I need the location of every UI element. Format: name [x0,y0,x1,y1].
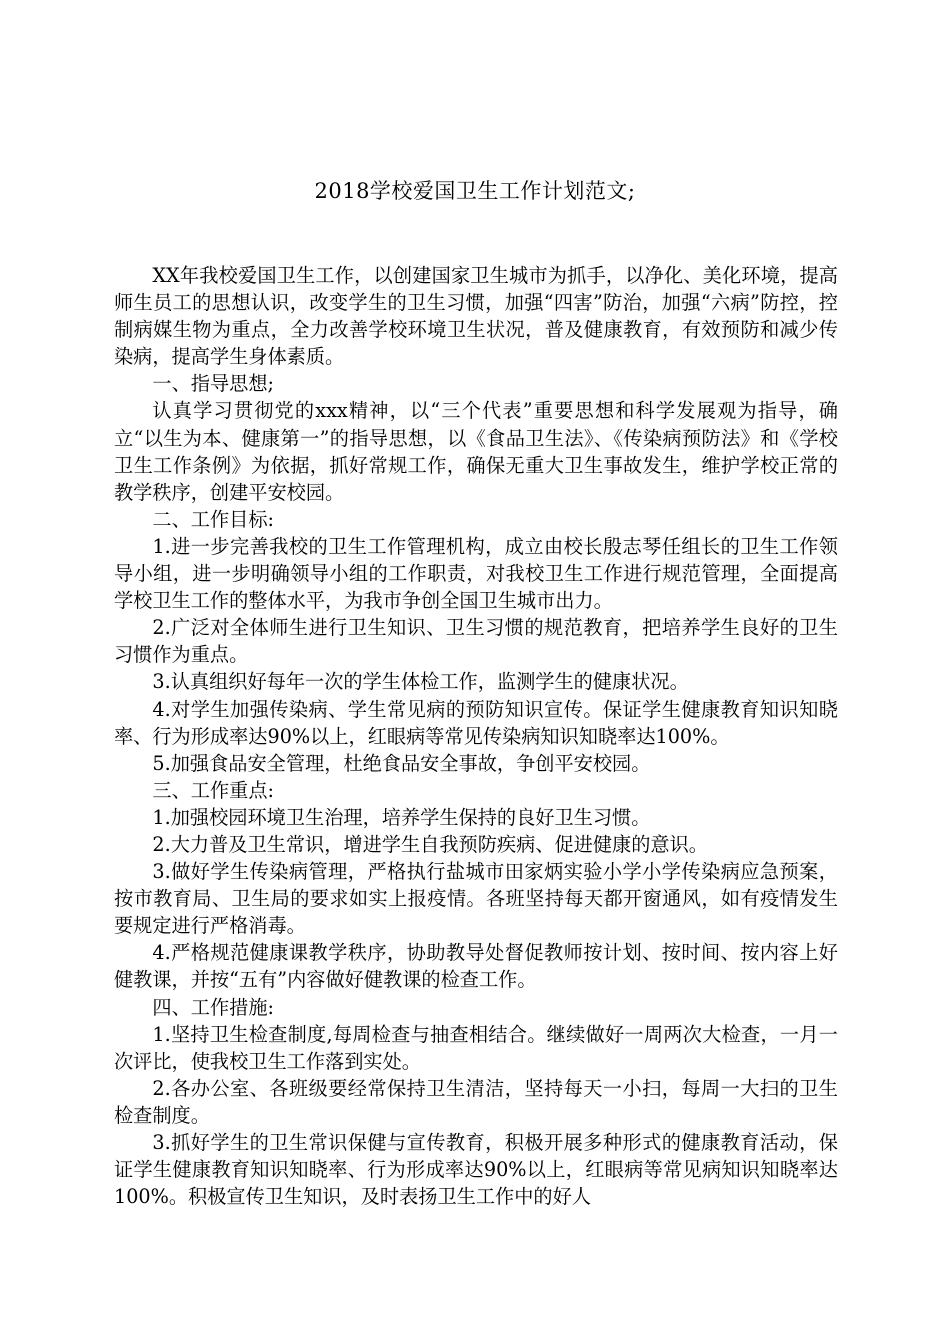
measure-item-1: 1.坚持卫生检查制度,每周检查与抽查相结合。继续做好一周两次大检查，一月一次评比，使我校卫生工作落到实处。 [114,1022,838,1073]
document-title: 2018学校爱国卫生工作计划范文; [314,179,636,203]
section-heading-work-focus: 三、工作重点: [152,778,274,802]
goal-item-2: 2.广泛对全体师生进行卫生知识、卫生习惯的规范教育，把培养学生良好的卫生习惯作为重点。 [114,616,838,667]
goal-item-3: 3.认真组织好每年一次的学生体检工作，监测学生的健康状况。 [152,670,689,694]
measure-item-2: 2.各办公室、各班级要经常保持卫生清洁，坚持每天一小扫，每周一大扫的卫生检查制度。 [114,1076,838,1127]
focus-item-4: 4.严格规范健康课教学秩序，协助教导处督促教师按计划、按时间、按内容上好健教课，并按“五有”内容做好健教课的检查工作。 [114,941,838,992]
goal-item-4: 4.对学生加强传染病、学生常见病的预防知识宣传。保证学生健康教育知识知晓率、行为形成率达90%以上，红眼病等常见传染病知识知晓率达100%。 [114,697,838,748]
goal-item-1: 1.进一步完善我校的卫生工作管理机构，成立由校长殷志琴任组长的卫生工作领导小组，进一步明确领导小组的工作职责，对我校卫生工作进行规范管理，全面提高学校卫生工作的整体水平，为我市争创全国卫生城市出力。 [114,534,838,613]
goal-item-5: 5.加强食品安全管理，杜绝食品安全事故，争创平安校园。 [152,751,651,775]
focus-item-3: 3.做好学生传染病管理，严格执行盐城市田家炳实验小学小学传染病应急预案，按市教育局、卫生局的要求如实上报疫情。各班坚持每天都开窗通风，如有疫情发生要规定进行严格消毒。 [114,860,838,938]
measure-item-3: 3.抓好学生的卫生常识保健与宣传教育，积极开展多种形式的健康教育活动，保证学生健康教育知识知晓率、行为形成率达90%以上，红眼病等常见病知识知晓率达100%。积极宣传卫生知识，及时表扬卫生工作中的好人 [114,1131,838,1209]
intro-paragraph: XX年我校爱国卫生工作，以创建国家卫生城市为抓手，以净化、美化环境，提高师生员工的思想认识，改变学生的卫生习惯，加强“四害”防治，加强“六病”防控，控制病媒生物为重点，全力改善学校环境卫生状况，普及健康教育，有效预防和减少传染病，提高学生身体素质。 [114,264,838,369]
section-heading-work-measures: 四、工作措施: [152,995,274,1019]
focus-item-1: 1.加强校园环境卫生治理，培养学生保持的良好卫生习惯。 [152,805,651,829]
document-body [114,262,838,1210]
focus-item-2: 2.大力普及卫生常识，增进学生自我预防疾病、促进健康的意识。 [152,832,708,856]
guiding-thought-paragraph: 认真学习贯彻党的xxx精神，以“三个代表”重要思想和科学发展观为指导，确立“以生为本、健康第一”的指导思想，以《食品卫生法》、《传染病预防法》和《学校卫生工作条例》为依据，抓好常规工作，确保无重大卫生事故发生，维护学校正常的教学秩序，创建平安校园。 [114,399,838,504]
section-heading-guiding-thought: 一、指导思想; [152,372,274,396]
section-heading-work-goals: 二、工作目标: [152,507,274,531]
